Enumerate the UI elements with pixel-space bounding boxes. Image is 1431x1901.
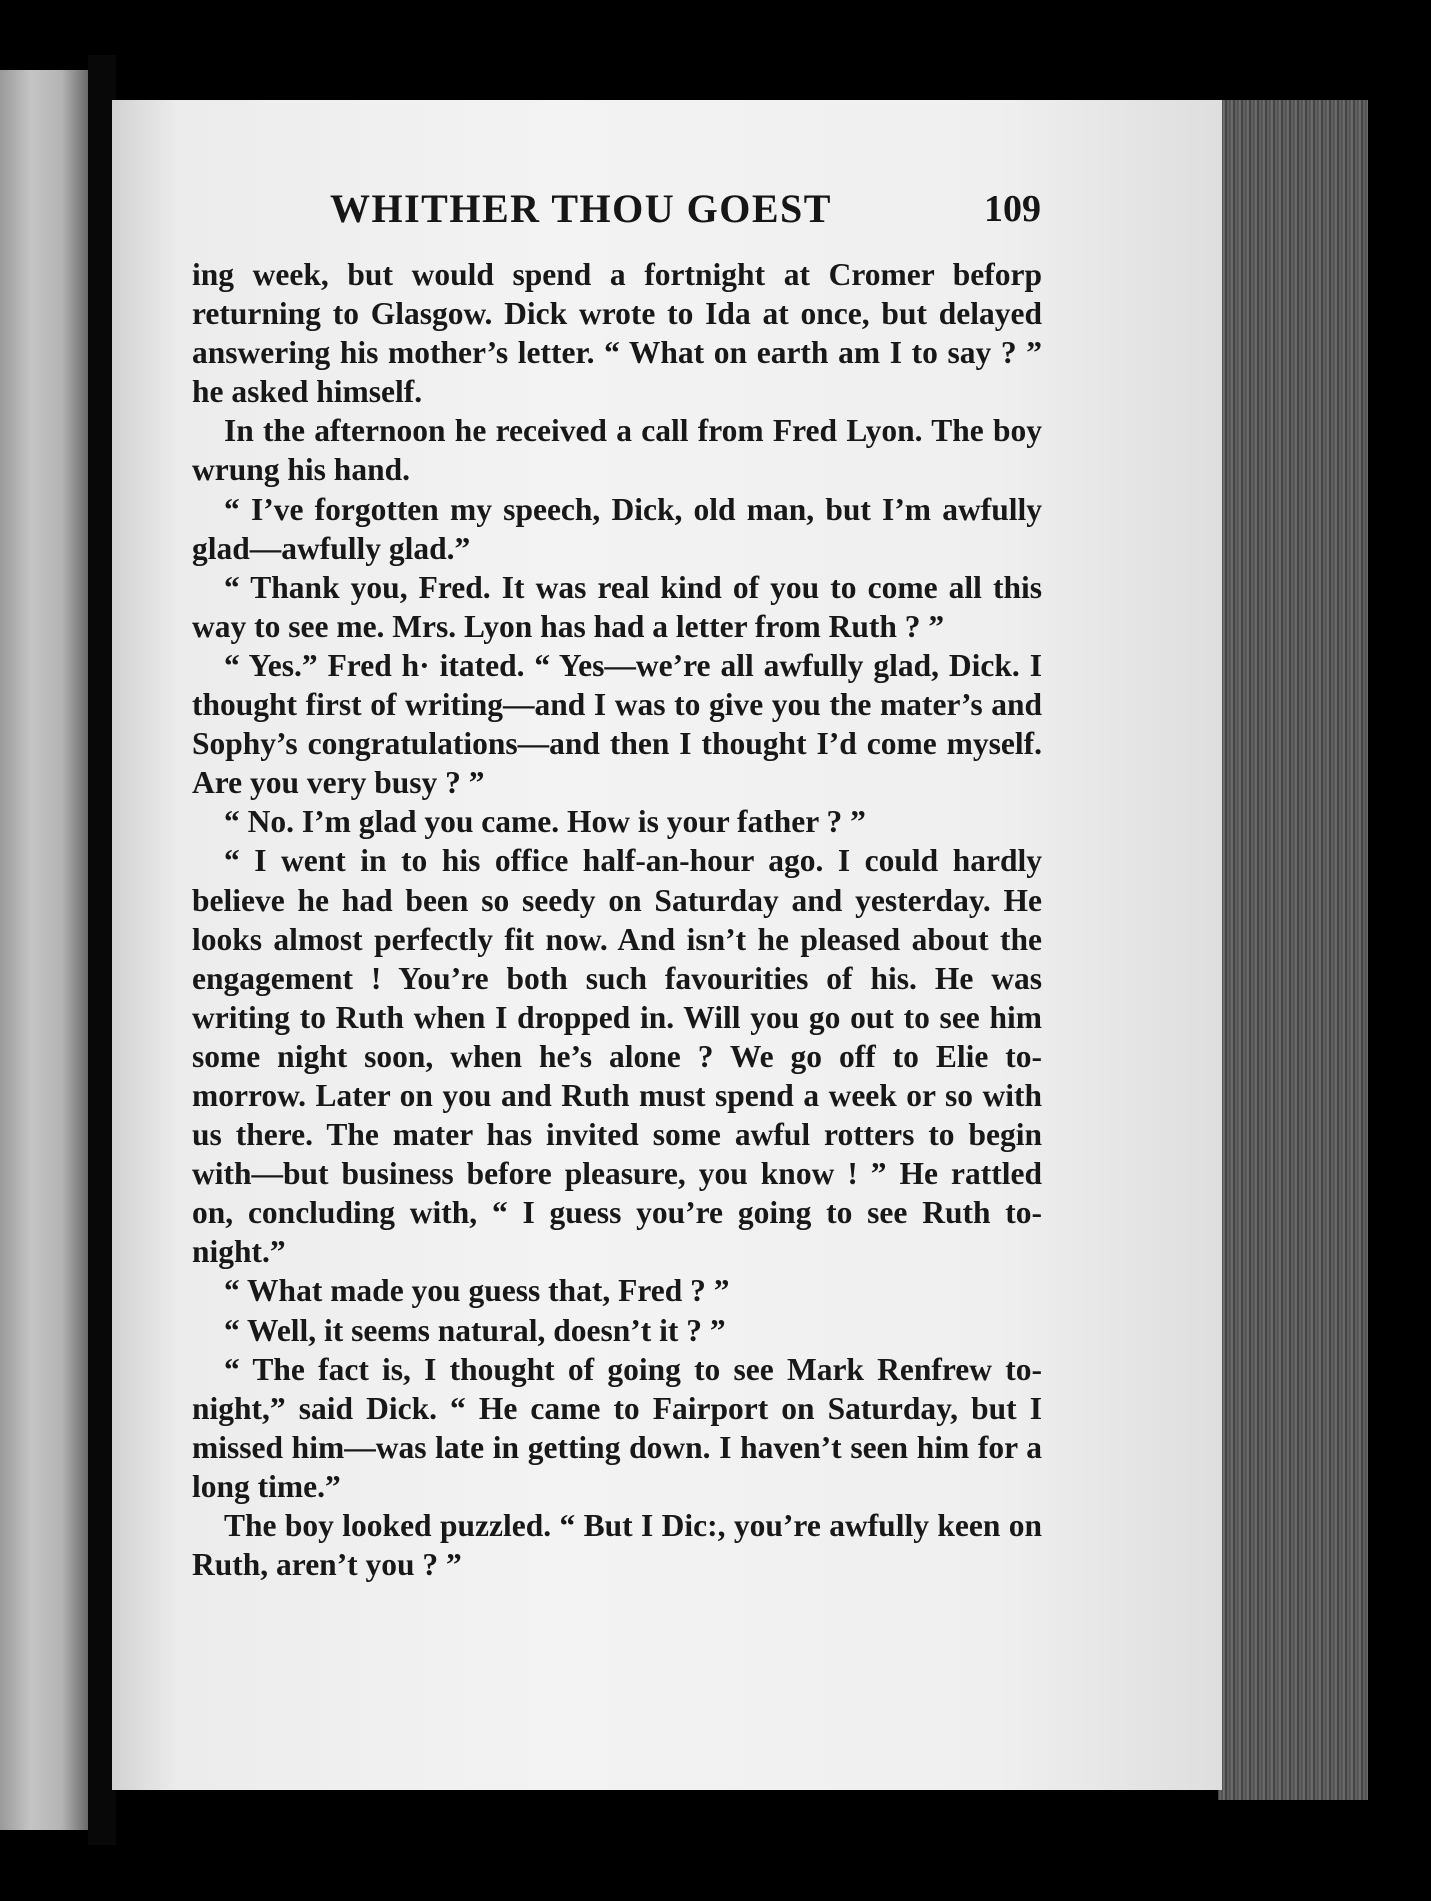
paragraph: ing week, but would spend a fortnight at Cromer beforp returning to Glasgow. Dick wrote to Ida at once, but delayed answering his mother’s letter. “ What on earth am I to say ? ” he asked himself. (192, 257, 1042, 410)
paragraph: The boy looked puzzled. “ But I Dic:, you’re awfully keen on Ruth, aren’t you ? ” (192, 1508, 1042, 1583)
facing-page-edge (0, 70, 88, 1830)
body-text (192, 255, 1042, 1584)
paragraph: “ The fact is, I thought of going to see Mark Renfrew to-night,” said Dick. “ He came to Fairport on Saturday, but I missed him—was late in getting down. I haven’t seen him for a long time.” (192, 1351, 1042, 1504)
paragraph: “ What made you guess that, Fred ? ” (224, 1273, 730, 1309)
paragraph: “ I’ve forgotten my speech, Dick, old man, but I’m awfully glad—awfully glad.” (192, 491, 1042, 566)
paragraph: “ No. I’m glad you came. How is your father ? ” (224, 804, 866, 840)
page-number: 109 (984, 188, 1041, 230)
paragraph: “ Well, it seems natural, doesn’t it ? ” (224, 1312, 726, 1348)
book-page (112, 100, 1222, 1790)
page-block-edges (1218, 100, 1368, 1800)
paragraph: “ I went in to his office half-an-hour ago. I could hardly believe he had been so seedy on Saturday and yesterday. He looks almost perfectly fit now. And isn’t he pleased about the engagement ! You’re both such favourities of his. He was writing to Ruth when I dropped in. Will you go out to see him some night soon, when he’s alone ? We go off to Elie to-morrow. Later on you and Ruth must spend a week or so with us there. The mater has invited some awful rotters to begin with—but business before pleasure, you know ! ” He rattled on, concluding with, “ I guess you’re going to see Ruth to-night.” (192, 843, 1042, 1270)
running-title: WHITHER THOU GOEST (330, 186, 832, 231)
paragraph: “ Thank you, Fred. It was real kind of you to come all this way to see me. Mrs. Lyon has had a letter from Ruth ? ” (192, 569, 1042, 644)
running-head (112, 185, 1222, 245)
paragraph: “ Yes.” Fred h· itated. “ Yes—we’re all awfully glad, Dick. I thought first of writing—and I was to give you the mater’s and Sophy’s congratulations—and then I thought I’d come myself. Are you very busy ? ” (192, 647, 1042, 801)
paragraph: In the afternoon he received a call from Fred Lyon. The boy wrung his hand. (192, 413, 1042, 488)
